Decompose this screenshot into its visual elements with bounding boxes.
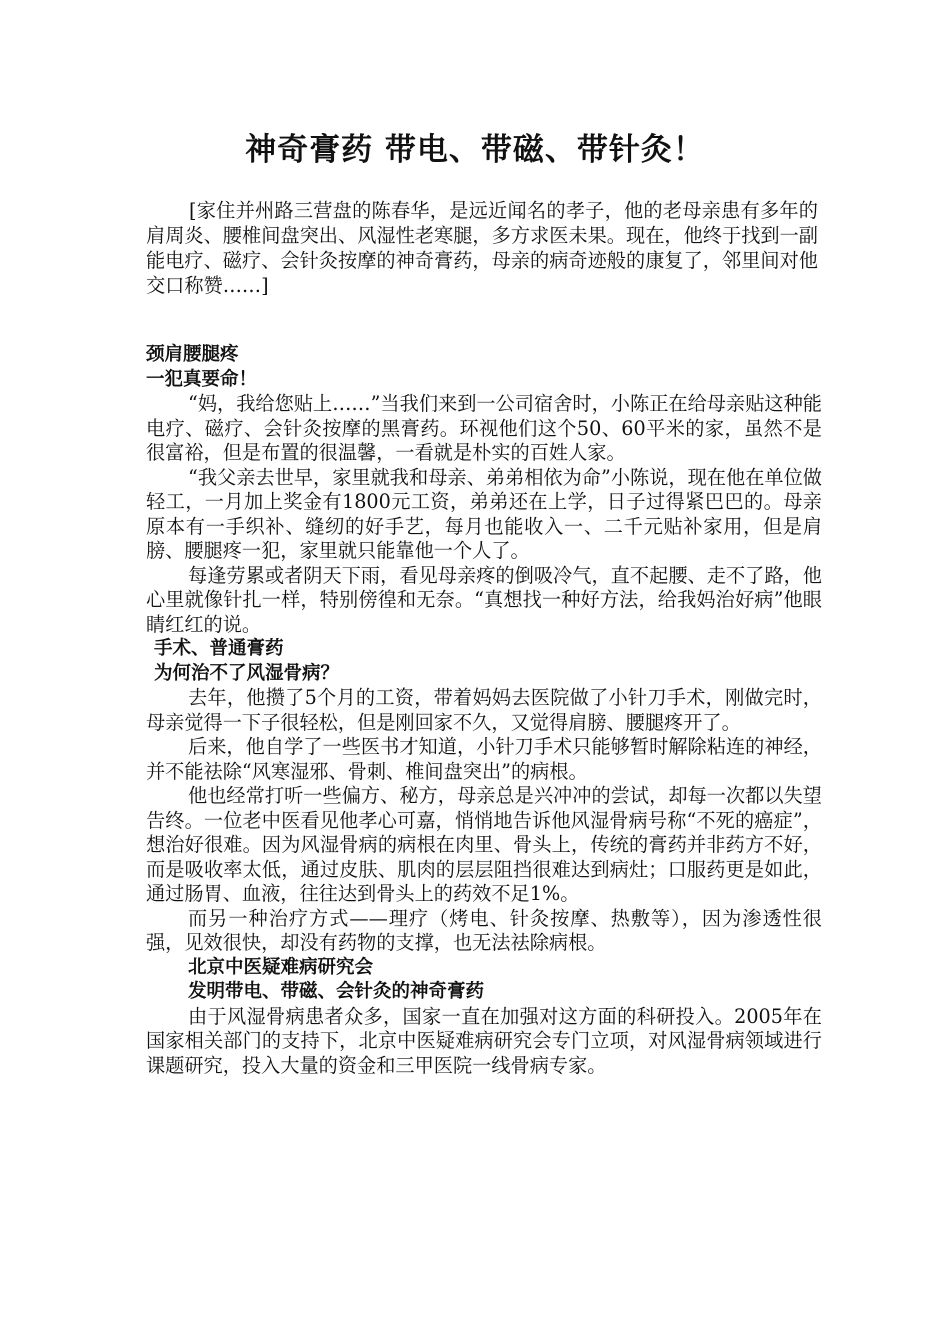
paragraph: 每逢劳累或者阴天下雨，看见母亲疼的倒吸冷气，直不起腰、走不了路，他心里就像针扎一样，特别傍徨和无奈。“真想找一种好方法，给我妈治好病”他眼睛红红的说。 bbox=[146, 563, 822, 636]
paragraph: “我父亲去世早，家里就我和母亲、弟弟相依为命”小陈说，现在他在单位做轻工，一月加上奖金有1800元工资，弟弟还在上学，日子过得紧巴巴的。母亲原本有一手织补、缝纫的好手艺，每月也能收入一、二千元贴补家用，但是肩膀、腰腿疼一犯，家里就只能靠他一个人了。 bbox=[146, 465, 822, 562]
paragraph: 后来，他自学了一些医书才知道，小针刀手术只能够暂时解除粘连的神经，并不能祛除“风寒湿邪、骨刺、椎间盘突出”的病根。 bbox=[146, 735, 822, 783]
section3-heading-1: 北京中医疑难病研究会 bbox=[188, 956, 374, 978]
section1-heading-1: 颈肩腰腿疼 bbox=[146, 344, 239, 365]
paragraph: “妈，我给您贴上……”当我们来到一公司宿舍时，小陈正在给母亲贴这种能电疗、磁疗、会针灸按摩的黑膏药。环视他们这个50、60平米的家，虽然不是很富裕，但是布置的很温馨，一看就是朴实的百姓人家。 bbox=[146, 392, 822, 464]
section2-heading-2: 为何治不了风湿骨病？ bbox=[154, 662, 340, 684]
article-intro: [家住并州路三营盘的陈春华，是远近闻名的孝子，他的老母亲患有多年的肩周炎、腰椎间盘突出、风湿性老寒腿，多方求医未果。现在，他终于找到一副能电疗、磁疗、会针灸按摩的神奇膏药，母亲的病奇迹般的康复了，邻里间对他交口称赞……] bbox=[146, 199, 818, 297]
article-title: 神奇膏药 带电、带磁、带针灸！ bbox=[245, 132, 705, 168]
paragraph: 而另一种治疗方式——理疗（烤电、针灸按摩、热敷等），因为渗透性很强，见效很快，却没有药物的支撑，也无法祛除病根。 bbox=[146, 906, 822, 954]
paragraph: 他也经常打听一些偏方、秘方，母亲总是兴冲冲的尝试，却每一次都以失望告终。一位老中医看见他孝心可嘉，悄悄地告诉他风湿骨病号称“不死的癌症”，想治好很难。因为风湿骨病的病根在肉里、骨头上，传统的膏药并非药方不好，而是吸收率太低，通过皮肤、肌肉的层层阻挡很难达到病灶；口服药更是如此，通过肠胃、血液，往往达到骨头上的药效不足1%。 bbox=[146, 784, 822, 905]
section1-heading-2: 一犯真要命！ bbox=[146, 368, 258, 390]
article-body bbox=[146, 343, 822, 1078]
paragraph: 由于风湿骨病患者众多，国家一直在加强对这方面的科研投入。2005年在国家相关部门的支持下，北京中医疑难病研究会专门立项，对风湿骨病领域进行课题研究，投入大量的资金和三甲医院一线骨病专家。 bbox=[146, 1004, 822, 1077]
section2-heading-1: 手术、普通膏药 bbox=[154, 638, 284, 659]
section3-heading-2: 发明带电、带磁、会针灸的神奇膏药 bbox=[188, 981, 485, 1002]
paragraph: 去年，他攒了5个月的工资，带着妈妈去医院做了小针刀手术，刚做完时，母亲觉得一下子很轻松，但是刚回家不久，又觉得肩膀、腰腿疼开了。 bbox=[146, 686, 822, 734]
